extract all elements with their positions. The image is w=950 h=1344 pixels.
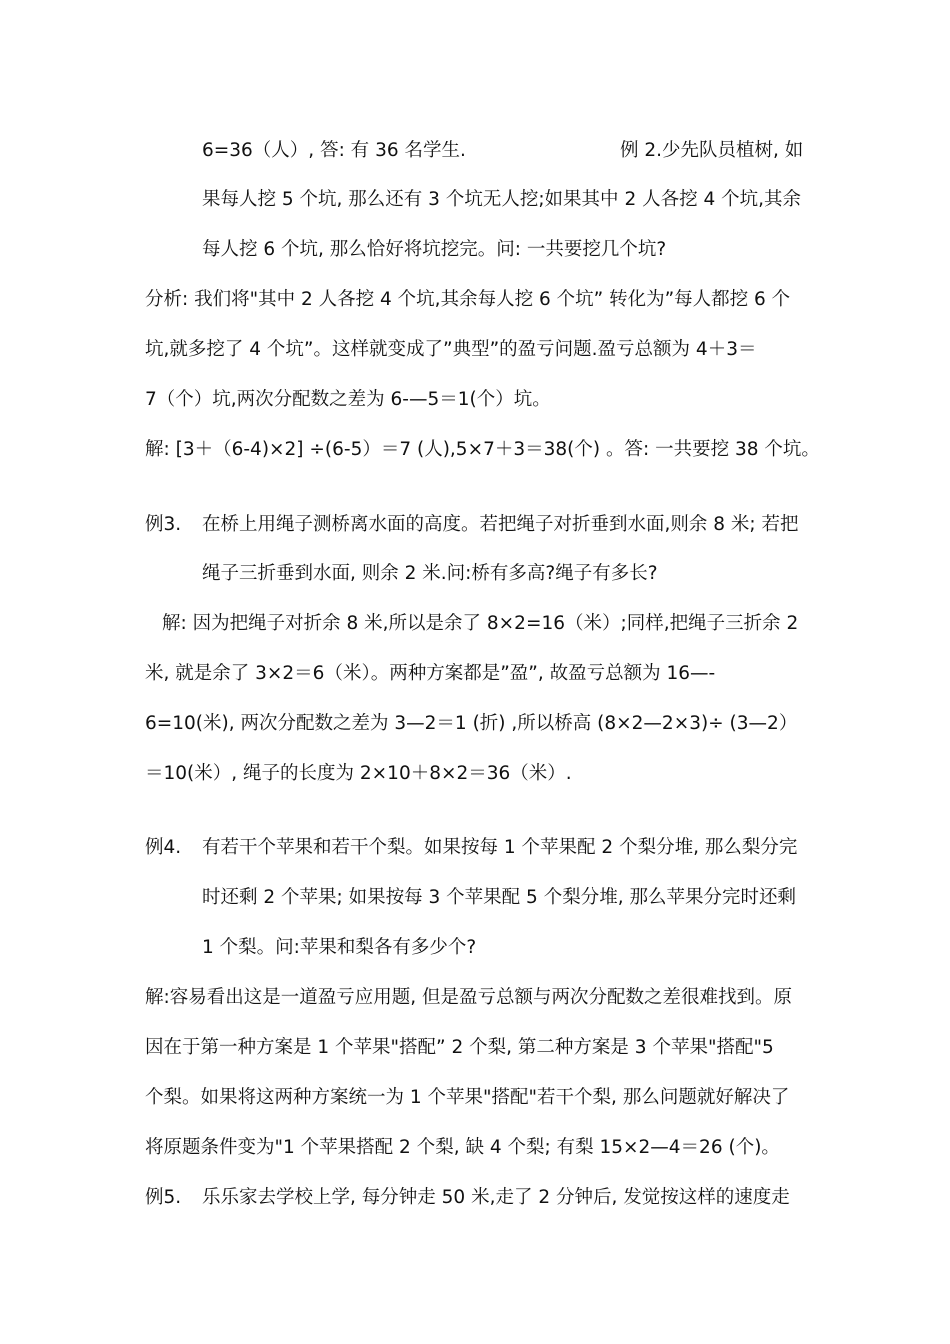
text-line: 个梨。如果将这两种方案统一为 1 个苹果"搭配"若干个梨, 那么问题就好解决了 xyxy=(145,1087,790,1108)
solution-line: 解: 因为把绳子对折余 8 米,所以是余了 8×2=16（米）;同样,把绳子三折余 2 xyxy=(162,613,799,634)
text-line: ＝10(米）, 绳子的长度为 2×10＋8×2＝36（米）. xyxy=(145,763,572,784)
text-line: 绳子三折垂到水面, 则余 2 米.问:桥有多高?绳子有多长? xyxy=(202,563,658,584)
text-line: 将原题条件变为"1 个苹果搭配 2 个梨, 缺 4 个梨; 有梨 15×2—4＝26 (个)。 xyxy=(145,1137,780,1158)
example-3-label: 例3. xyxy=(145,514,182,535)
example-4-label: 例4. xyxy=(145,837,182,858)
text-line: 因在于第一种方案是 1 个苹果"搭配” 2 个梨, 第二种方案是 3 个苹果"搭配"5 xyxy=(145,1037,774,1058)
text-line: 有若干个苹果和若干个梨。如果按每 1 个苹果配 2 个梨分堆, 那么梨分完 xyxy=(202,837,798,858)
text-line: 每人挖 6 个坑, 那么恰好将坑挖完。问: 一共要挖几个坑? xyxy=(202,239,667,260)
text-line: 米, 就是余了 3×2＝6（米）。两种方案都是”盈”, 故盈亏总额为 16—- xyxy=(145,663,716,684)
example-5-label: 例5. xyxy=(145,1187,182,1208)
solution-line: 解: [3＋（6-4)×2] ÷(6-5）＝7 (人),5×7＋3＝38(个) 。答: 一共要挖 38 个坑。 xyxy=(145,439,820,460)
text-line: 在桥上用绳子测桥离水面的高度。若把绳子对折垂到水面,则余 8 米; 若把 xyxy=(202,514,799,535)
solution-line: 解:容易看出这是一道盈亏应用题, 但是盈亏总额与两次分配数之差很难找到。原 xyxy=(145,987,792,1008)
text-line: 乐乐家去学校上学, 每分钟走 50 米,走了 2 分钟后, 发觉按这样的速度走 xyxy=(202,1187,790,1208)
text-line: 1 个梨。问:苹果和梨各有多少个? xyxy=(202,937,477,958)
text-line: 果每人挖 5 个坑, 那么还有 3 个坑无人挖;如果其中 2 人各挖 4 个坑,其余 xyxy=(202,189,802,210)
text-line: 6=36（人）, 答: 有 36 名学生. xyxy=(202,140,466,161)
example-2-heading: 例 2.少先队员植树, 如 xyxy=(620,140,804,161)
text-line: 6=10(米), 两次分配数之差为 3—2＝1 (折) ,所以桥高 (8×2—2×3)÷ (3—2） xyxy=(145,713,798,734)
text-line: 时还剩 2 个苹果; 如果按每 3 个苹果配 5 个梨分堆, 那么苹果分完时还剩 xyxy=(202,887,796,908)
analysis-line: 分析: 我们将"其中 2 人各挖 4 个坑,其余每人挖 6 个坑” 转化为”每人都挖 6 个 xyxy=(145,289,791,310)
text-line: 坑,就多挖了 4 个坑”。这样就变成了”典型”的盈亏问题.盈亏总额为 4＋3＝ xyxy=(145,339,757,360)
text-line: 7（个）坑,两次分配数之差为 6-—5＝1(个）坑。 xyxy=(145,389,551,410)
